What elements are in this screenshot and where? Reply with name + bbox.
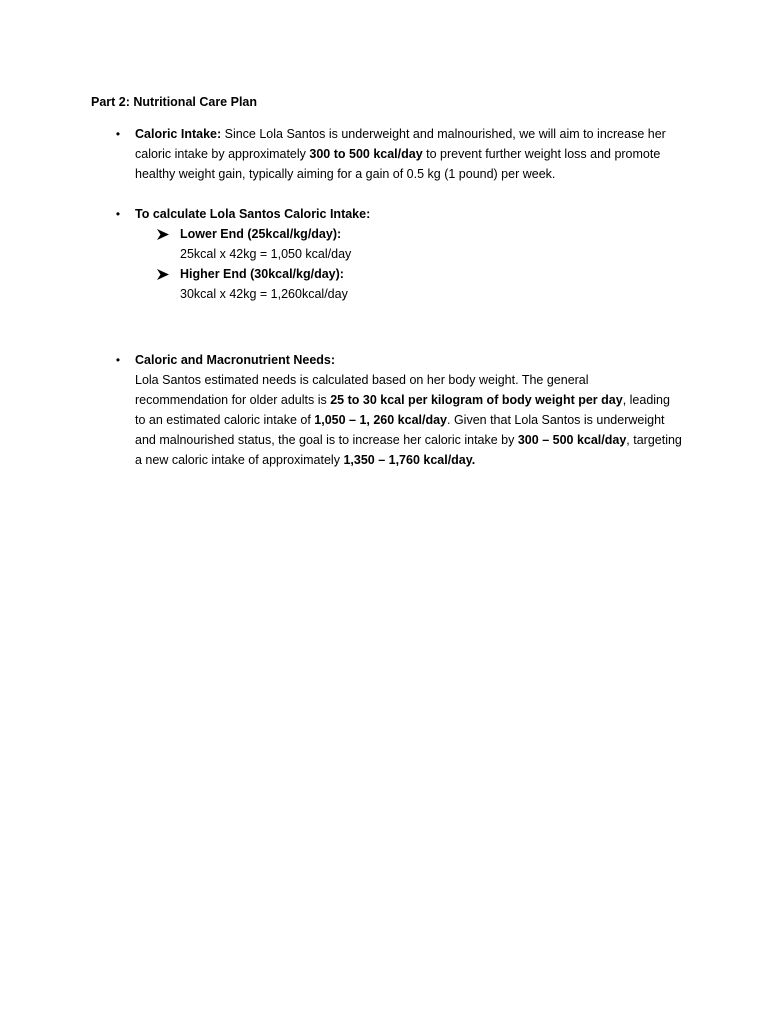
- bullet-marker: •: [115, 353, 121, 367]
- bullet-caloric-intake: [113, 124, 683, 184]
- bullet-calculation: [113, 204, 683, 304]
- needs-label: Caloric and Macronutrient Needs:: [135, 353, 336, 367]
- bullet-marker: •: [115, 207, 121, 221]
- recommendation-range: 25 to 30 kcal per kilogram of body weight per day: [330, 393, 623, 407]
- caloric-increase-range: 300 to 500 kcal/day: [309, 147, 423, 161]
- bullet-caloric-macronutrient-needs: [113, 350, 683, 470]
- sub-item-lower-end: [180, 224, 683, 264]
- increase-range: 300 – 500 kcal/day: [517, 433, 627, 447]
- higher-end-value: 30kcal x 42kg = 1,260kcal/day: [180, 287, 348, 301]
- target-intake-range: 1,350 – 1,760 kcal/day.: [343, 453, 476, 467]
- page-title: Part 2: Nutritional Care Plan: [91, 95, 258, 109]
- higher-end-label: Higher End (30kcal/kg/day):: [180, 267, 344, 281]
- bullet-marker: •: [115, 127, 121, 141]
- caloric-intake-paragraph: Caloric Intake: Since Lola Santos is underweight and malnourished, we will aim to increase her caloric intake by approximately 300 to 500 kcal/day to prevent further weight loss and promote healthy weight gain, typically aiming for a gain of 0.5 kg (1 pound) per week.: [135, 127, 666, 181]
- lower-end-value: 25kcal x 42kg = 1,050 kcal/day: [180, 247, 352, 261]
- arrow-bullet-icon: [157, 264, 171, 284]
- lower-end-label: Lower End (25kcal/kg/day):: [180, 227, 342, 241]
- needs-block: [135, 350, 683, 470]
- sub-item-higher-end: [180, 264, 683, 304]
- calculation-block: [135, 204, 683, 304]
- calculation-label: To calculate Lola Santos Caloric Intake:: [135, 207, 371, 221]
- estimated-intake-range: 1,050 – 1, 260 kcal/day: [314, 413, 448, 427]
- needs-paragraph: Lola Santos estimated needs is calculated based on her body weight. The general recommendation for older adults is 25 to 30 kcal per kilogram of body weight per day, leading to an estimated caloric intake of 1,050 – 1, 260 kcal/day. Given that Lola Santos is underweight and malnourished status, the goal is to increase her caloric intake by 300 – 500 kcal/day, targeting a new caloric intake of approximately 1,350 – 1,760 kcal/day.: [135, 373, 682, 467]
- arrow-bullet-icon: [157, 224, 171, 244]
- caloric-intake-label: Caloric Intake:: [135, 127, 222, 141]
